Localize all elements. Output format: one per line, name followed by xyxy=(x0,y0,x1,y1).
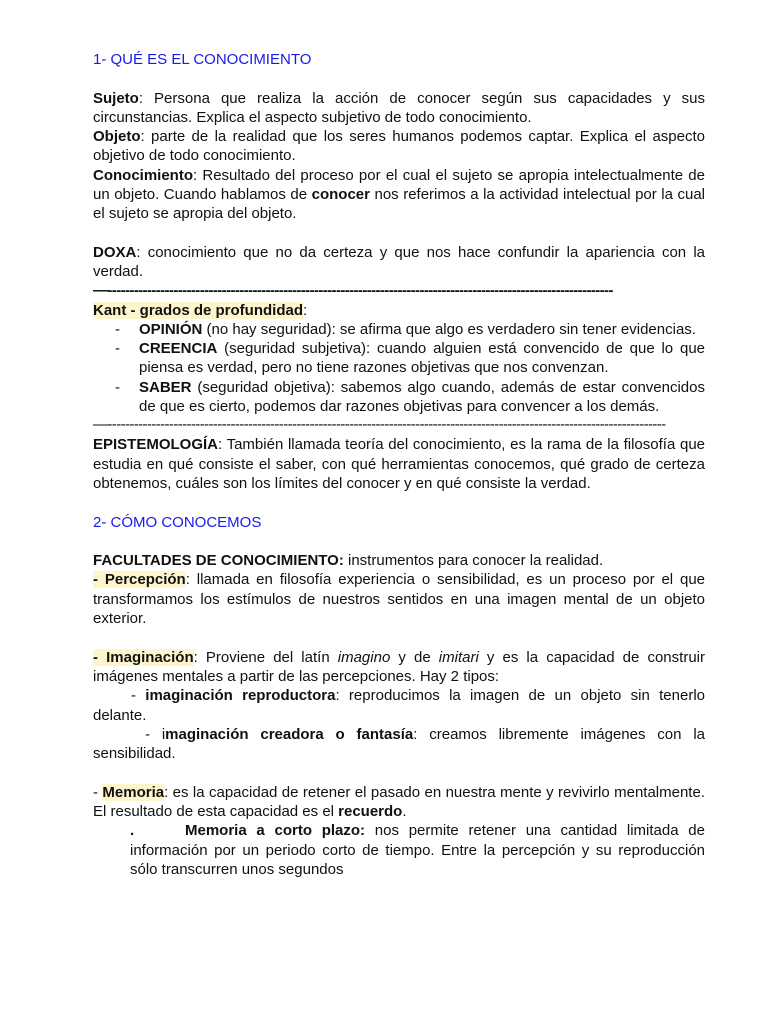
term-percepcion: - Percepción xyxy=(93,571,186,589)
separator-line: —------------------------------------------------------------------------------------------------------------------- xyxy=(93,281,613,299)
list-marker: - xyxy=(115,320,120,338)
definition-text: : Proviene del latín xyxy=(193,648,338,666)
section-1-heading: 1- QUÉ ES EL CONOCIMIENTO xyxy=(93,51,312,68)
definition-sujeto xyxy=(93,89,705,128)
definition-memoria xyxy=(93,783,705,822)
definition-text: : es la capacidad de retener el pasado en nuestra mente y revivirlo mentalmente. El resultado de esta capacidad es el xyxy=(93,783,705,820)
term-memoria: Memoria xyxy=(102,783,165,801)
term-reproductora: imaginación reproductora xyxy=(145,687,336,705)
definition-objeto xyxy=(93,127,705,166)
definition-text: : creamos libremente imágenes con la sensibilidad. xyxy=(93,725,705,763)
term-objeto: Objeto xyxy=(93,128,141,146)
definition-imaginacion xyxy=(93,648,705,687)
definition-doxa xyxy=(93,243,705,282)
corto-plazo-text xyxy=(130,821,705,879)
separator-line: —------------------------------------------------------------------------------------------------------------------------------- xyxy=(93,416,666,434)
definition-text: : Persona que realiza la acción de conocer según sus capacidades y sus circunstancias. Explica el aspecto subjetivo de todo conocimiento. xyxy=(93,89,705,126)
facultades-intro xyxy=(93,551,705,570)
term-epistemologia: EPISTEMOLOGÍA xyxy=(93,436,219,454)
grade-text: (seguridad objetiva): sabemos algo cuando, además de estar convencidos de que es cierto, podemos dar razones objetivas para convencer a los demás. xyxy=(139,378,705,416)
grades-list xyxy=(93,320,705,416)
kant-title: Kant - grados de profundidad xyxy=(93,301,303,319)
definition-text: : reproducimos la imagen de un objeto sin tenerlo delante. xyxy=(93,687,705,724)
grade-text: (seguridad subjetiva): cuando alguien está convencido de que lo que piensa es verdad, pero no tiene razones objetivas que nos convenzan. xyxy=(139,340,705,377)
imaginacion-reproductora xyxy=(93,686,705,725)
definition-percepcion xyxy=(93,570,705,628)
definition-epistemologia xyxy=(93,435,705,493)
memoria-corto-plazo xyxy=(93,821,705,879)
list-marker: - xyxy=(93,783,103,801)
imaginacion-creadora xyxy=(93,725,705,764)
definition-text: : También llamada teoría del conocimiento, es la rama de la filosofía que estudia en qué consiste el saber, con qué herramientas conocemos, qué grado de certeza obtenemos, cuáles son los límites del conocer y en qué consiste la verdad. xyxy=(93,436,705,492)
grade-term: CREENCIA xyxy=(139,340,218,358)
term-creadora: maginación creadora o fantasía xyxy=(165,725,414,743)
list-marker: - i xyxy=(145,725,166,743)
list-marker: - xyxy=(115,378,120,396)
definition-text: . xyxy=(402,802,407,820)
grade-opinion xyxy=(93,320,705,339)
kant-colon: : xyxy=(303,301,308,319)
definition-text: nos permite retener una cantidad limitada de información por un periodo corto de tiempo. Entre la percepción y su reproducción sólo transcurren unos segundos xyxy=(130,822,705,878)
latin-word: imagino xyxy=(337,648,391,666)
definition-conocimiento xyxy=(93,166,705,224)
term-doxa: DOXA xyxy=(93,243,137,261)
list-marker: - xyxy=(131,687,146,705)
grade-term: SABER xyxy=(139,378,192,396)
definition-text: y de xyxy=(390,648,439,666)
definition-text: y es la capacidad de construir imágenes mentales a partir de las percepciones. Hay 2 tipos: xyxy=(93,648,705,685)
section-2-heading: 2- CÓMO CONOCEMOS xyxy=(93,513,262,531)
definition-text: : parte de la realidad que los seres humanos podemos captar. Explica el aspecto objetivo de todo conocimiento. xyxy=(93,128,705,165)
term-corto-plazo: Memoria a corto plazo: xyxy=(185,822,366,840)
definition-text: : Resultado del proceso por el cual el sujeto se apropia intelectualmente de un objeto. Cuando hablamos de xyxy=(93,166,705,204)
grade-creencia xyxy=(93,339,705,378)
latin-word: imitari xyxy=(438,648,479,666)
term-conocimiento: Conocimiento xyxy=(93,166,193,184)
kant-heading xyxy=(93,301,705,320)
term-conocer: conocer xyxy=(311,186,370,204)
definition-text: instrumentos para conocer la realidad. xyxy=(343,552,604,570)
grade-term: OPINIÓN xyxy=(139,320,203,338)
term-recuerdo: recuerdo xyxy=(338,802,403,820)
definition-text: : conocimiento que no da certeza y que nos hace confundir la apariencia con la verdad. xyxy=(93,243,705,281)
grade-saber xyxy=(93,378,705,417)
definition-text: nos referimos a la actividad intelectual por la cual el sujeto se apropia del objeto. xyxy=(93,186,706,223)
definition-text: : llamada en filosofía experiencia o sensibilidad, es un proceso por el que transformamos los estímulos de nuestros sentidos en una imagen mental de un objeto exterior. xyxy=(93,571,706,628)
list-marker: . xyxy=(130,822,135,840)
term-imaginacion: - Imaginación xyxy=(93,648,194,666)
document-body xyxy=(93,50,705,879)
term-facultades: FACULTADES DE CONOCIMIENTO: xyxy=(93,552,344,570)
list-marker: - xyxy=(115,340,120,358)
grade-text: (no hay seguridad): se afirma que algo es verdadero sin tener evidencias. xyxy=(202,320,696,338)
term-sujeto: Sujeto xyxy=(93,89,139,107)
